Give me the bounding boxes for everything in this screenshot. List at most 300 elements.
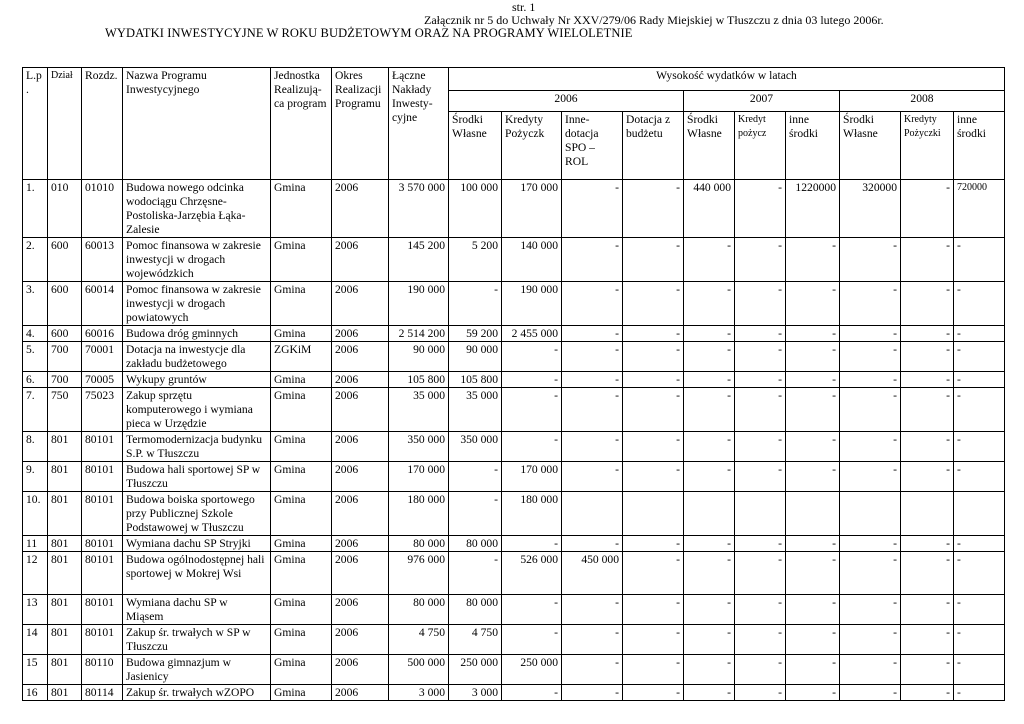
cell-dzial: 600 (48, 326, 82, 342)
cell-lp: 8. (23, 432, 48, 462)
cell-srodki-wlasne-2007: - (684, 372, 735, 388)
cell-kredyt-2007: - (735, 372, 786, 388)
cell-jednostka: Gmina (271, 238, 332, 282)
cell-inne-2008: - (954, 342, 1005, 372)
cell-srodki-wlasne-2007: - (684, 595, 735, 625)
cell-inne-2007: 1220000 (786, 180, 840, 238)
cell-lp: 1. (23, 180, 48, 238)
cell-dzial: 600 (48, 238, 82, 282)
cell-laczne: 105 800 (389, 372, 449, 388)
cell-jednostka: ZGKiM (271, 342, 332, 372)
cell-dzial: 801 (48, 595, 82, 625)
cell-kredyty-2008: - (901, 462, 954, 492)
cell-kredyty-2006: - (502, 625, 562, 655)
cell-okres: 2006 (332, 655, 389, 685)
cell-srodki-wlasne-2006: 250 000 (449, 655, 502, 685)
cell-kredyty-2008: - (901, 326, 954, 342)
cell-srodki-wlasne-2007: - (684, 342, 735, 372)
cell-srodki-wlasne-2008 (840, 492, 901, 536)
cell-inne-2008: - (954, 432, 1005, 462)
cell-srodki-wlasne-2007: - (684, 282, 735, 326)
cell-kredyty-2008: - (901, 180, 954, 238)
cell-srodki-wlasne-2008: - (840, 685, 901, 701)
cell-kredyty-2006: 180 000 (502, 492, 562, 536)
cell-laczne: 3 000 (389, 685, 449, 701)
cell-rozdz: 80101 (82, 625, 123, 655)
table-row (23, 388, 1005, 432)
cell-nazwa: Budowa boiska sportowego przy Publicznej Szkole Podstawowej w Tłuszczu (123, 492, 271, 536)
cell-rozdz: 80101 (82, 552, 123, 595)
cell-inne-dotacja-2006: - (562, 432, 623, 462)
header-inne-dotacja-2006: Inne-dotacja SPO – ROL (562, 112, 623, 180)
cell-dzial: 801 (48, 685, 82, 701)
cell-inne-dotacja-2006: - (562, 685, 623, 701)
cell-inne-2008 (954, 492, 1005, 536)
cell-srodki-wlasne-2007: - (684, 432, 735, 462)
cell-dotacja-budzetu-2006: - (623, 282, 684, 326)
cell-kredyt-2007: - (735, 552, 786, 595)
cell-srodki-wlasne-2008: - (840, 342, 901, 372)
cell-inne-2007: - (786, 685, 840, 701)
cell-okres: 2006 (332, 625, 389, 655)
cell-laczne: 190 000 (389, 282, 449, 326)
table-row (23, 492, 1005, 536)
cell-kredyt-2007: - (735, 462, 786, 492)
cell-okres: 2006 (332, 342, 389, 372)
cell-rozdz: 80101 (82, 462, 123, 492)
cell-rozdz: 01010 (82, 180, 123, 238)
header-srodki-wlasne-2007: Środki Własne (684, 112, 735, 180)
cell-dzial: 700 (48, 342, 82, 372)
cell-srodki-wlasne-2008: - (840, 625, 901, 655)
cell-inne-2007: - (786, 238, 840, 282)
cell-kredyty-2008: - (901, 685, 954, 701)
cell-kredyty-2008: - (901, 432, 954, 462)
cell-dotacja-budzetu-2006: - (623, 180, 684, 238)
cell-jednostka: Gmina (271, 685, 332, 701)
cell-srodki-wlasne-2008: - (840, 536, 901, 552)
table-row (23, 595, 1005, 625)
cell-lp: 9. (23, 462, 48, 492)
cell-laczne: 80 000 (389, 595, 449, 625)
cell-srodki-wlasne-2006: 80 000 (449, 595, 502, 625)
cell-nazwa: Wykupy gruntów (123, 372, 271, 388)
cell-inne-2008: - (954, 625, 1005, 655)
cell-jednostka: Gmina (271, 552, 332, 595)
header-rozdz: Rozdz. (82, 68, 123, 180)
cell-rozdz: 60014 (82, 282, 123, 326)
cell-kredyt-2007: - (735, 180, 786, 238)
cell-kredyt-2007: - (735, 432, 786, 462)
cell-kredyt-2007: - (735, 326, 786, 342)
header-okres: Okres Realizacji Programu (332, 68, 389, 180)
cell-inne-2007: - (786, 432, 840, 462)
table-row (23, 432, 1005, 462)
cell-inne-dotacja-2006: - (562, 388, 623, 432)
cell-dzial: 700 (48, 372, 82, 388)
cell-kredyty-2006: - (502, 595, 562, 625)
cell-dotacja-budzetu-2006: - (623, 372, 684, 388)
cell-rozdz: 80101 (82, 492, 123, 536)
cell-laczne: 350 000 (389, 432, 449, 462)
attachment-note: Załącznik nr 5 do Uchwały Nr XXV/279/06 Rady Miejskiej w Tłuszczu z dnia 03 lutego 2006r. (424, 13, 884, 27)
cell-kredyty-2008: - (901, 238, 954, 282)
cell-dotacja-budzetu-2006: - (623, 238, 684, 282)
cell-inne-2008: - (954, 595, 1005, 625)
cell-inne-dotacja-2006: 450 000 (562, 552, 623, 595)
cell-inne-2008: - (954, 282, 1005, 326)
cell-nazwa: Zakup śr. trwałych w SP w Tłuszczu (123, 625, 271, 655)
cell-dotacja-budzetu-2006: - (623, 388, 684, 432)
cell-kredyty-2006: - (502, 372, 562, 388)
cell-inne-2007: - (786, 595, 840, 625)
cell-dotacja-budzetu-2006: - (623, 595, 684, 625)
cell-dzial: 801 (48, 462, 82, 492)
cell-nazwa: Wymiana dachu SP w Miąsem (123, 595, 271, 625)
cell-kredyt-2007 (735, 492, 786, 536)
cell-srodki-wlasne-2007: - (684, 326, 735, 342)
table-row (23, 342, 1005, 372)
cell-nazwa: Zakup sprzętu komputerowego i wymiana pieca w Urzędzie (123, 388, 271, 432)
cell-kredyty-2008: - (901, 655, 954, 685)
cell-inne-dotacja-2006: - (562, 625, 623, 655)
cell-lp: 10. (23, 492, 48, 536)
cell-nazwa: Budowa ogólnodostępnej hali sportowej w Mokrej Wsi (123, 552, 271, 595)
cell-srodki-wlasne-2008: - (840, 432, 901, 462)
cell-lp: 16 (23, 685, 48, 701)
cell-kredyt-2007: - (735, 536, 786, 552)
cell-srodki-wlasne-2007: - (684, 462, 735, 492)
table-row (23, 685, 1005, 701)
cell-kredyty-2006: - (502, 432, 562, 462)
cell-kredyty-2008: - (901, 595, 954, 625)
cell-nazwa: Pomoc finansowa w zakresie inwestycji w drogach wojewódzkich (123, 238, 271, 282)
cell-inne-2008: - (954, 685, 1005, 701)
cell-dzial: 801 (48, 492, 82, 536)
cell-srodki-wlasne-2008: - (840, 282, 901, 326)
table-row (23, 462, 1005, 492)
cell-jednostka: Gmina (271, 595, 332, 625)
cell-okres: 2006 (332, 372, 389, 388)
cell-dotacja-budzetu-2006: - (623, 655, 684, 685)
cell-nazwa: Zakup śr. trwałych wZOPO (123, 685, 271, 701)
header-srodki-wlasne-2008: Środki Własne (840, 112, 901, 180)
header-kredyty-2008: Kredyty Pożyczki (901, 112, 954, 180)
cell-kredyty-2008: - (901, 536, 954, 552)
cell-inne-2008: - (954, 388, 1005, 432)
table-row (23, 372, 1005, 388)
cell-lp: 7. (23, 388, 48, 432)
cell-srodki-wlasne-2006: 4 750 (449, 625, 502, 655)
header-inne-2008: inne środki (954, 112, 1005, 180)
cell-inne-2008: - (954, 372, 1005, 388)
cell-inne-2007: - (786, 462, 840, 492)
cell-rozdz: 80101 (82, 432, 123, 462)
cell-jednostka: Gmina (271, 625, 332, 655)
cell-laczne: 90 000 (389, 342, 449, 372)
cell-dotacja-budzetu-2006 (623, 492, 684, 536)
cell-dzial: 010 (48, 180, 82, 238)
cell-kredyt-2007: - (735, 685, 786, 701)
cell-kredyty-2006: 526 000 (502, 552, 562, 595)
cell-laczne: 976 000 (389, 552, 449, 595)
cell-inne-2007: - (786, 372, 840, 388)
cell-srodki-wlasne-2006: 90 000 (449, 342, 502, 372)
cell-kredyty-2008: - (901, 372, 954, 388)
cell-inne-dotacja-2006: - (562, 595, 623, 625)
cell-inne-2007: - (786, 326, 840, 342)
header-dzial: Dział (48, 68, 82, 180)
cell-inne-2008: - (954, 326, 1005, 342)
cell-okres: 2006 (332, 462, 389, 492)
cell-rozdz: 80101 (82, 536, 123, 552)
header-jednostka: Jednostka Realizują-ca program (271, 68, 332, 180)
cell-nazwa: Budowa nowego odcinka wodociągu Chrzęsne-Postoliska-Jarzębia Łąka-Zalesie (123, 180, 271, 238)
cell-srodki-wlasne-2008: 320000 (840, 180, 901, 238)
cell-kredyty-2006: - (502, 342, 562, 372)
cell-jednostka: Gmina (271, 388, 332, 432)
cell-okres: 2006 (332, 536, 389, 552)
cell-rozdz: 60013 (82, 238, 123, 282)
cell-dotacja-budzetu-2006: - (623, 432, 684, 462)
cell-lp: 3. (23, 282, 48, 326)
cell-nazwa: Termomodernizacja budynku S.P. w Tłuszczu (123, 432, 271, 462)
cell-kredyty-2008: - (901, 625, 954, 655)
cell-inne-2008: - (954, 238, 1005, 282)
header-year-2007: 2007 (684, 91, 840, 112)
cell-inne-dotacja-2006: - (562, 282, 623, 326)
cell-inne-2008: - (954, 655, 1005, 685)
cell-inne-dotacja-2006: - (562, 462, 623, 492)
cell-dzial: 801 (48, 655, 82, 685)
cell-okres: 2006 (332, 180, 389, 238)
cell-inne-2007: - (786, 625, 840, 655)
document-title: WYDATKI INWESTYCYJNE W ROKU BUDŻETOWYM ORAZ NA PROGRAMY WIELOLETNIE (105, 26, 633, 40)
cell-kredyty-2006: 2 455 000 (502, 326, 562, 342)
cell-lp: 13 (23, 595, 48, 625)
cell-srodki-wlasne-2006: - (449, 552, 502, 595)
cell-inne-2007: - (786, 342, 840, 372)
cell-nazwa: Budowa dróg gminnych (123, 326, 271, 342)
cell-rozdz: 75023 (82, 388, 123, 432)
cell-nazwa: Budowa gimnazjum w Jasienicy (123, 655, 271, 685)
cell-srodki-wlasne-2007: - (684, 388, 735, 432)
cell-kredyty-2006: 250 000 (502, 655, 562, 685)
cell-srodki-wlasne-2006: - (449, 282, 502, 326)
cell-laczne: 145 200 (389, 238, 449, 282)
header-nazwa: Nazwa Programu Inwestycyjnego (123, 68, 271, 180)
cell-inne-dotacja-2006: - (562, 536, 623, 552)
header-inne-2007: inne środki (786, 112, 840, 180)
cell-inne-dotacja-2006: - (562, 655, 623, 685)
cell-dzial: 600 (48, 282, 82, 326)
cell-kredyt-2007: - (735, 342, 786, 372)
cell-srodki-wlasne-2006: 5 200 (449, 238, 502, 282)
header-kredyt-2007: Kredyt pożycz (735, 112, 786, 180)
cell-srodki-wlasne-2006: 80 000 (449, 536, 502, 552)
cell-dzial: 801 (48, 552, 82, 595)
cell-srodki-wlasne-2006: 3 000 (449, 685, 502, 701)
cell-srodki-wlasne-2008: - (840, 552, 901, 595)
page-number: str. 1 (512, 0, 536, 14)
cell-inne-2007: - (786, 536, 840, 552)
cell-lp: 15 (23, 655, 48, 685)
cell-srodki-wlasne-2007: 440 000 (684, 180, 735, 238)
cell-srodki-wlasne-2007: - (684, 536, 735, 552)
cell-laczne: 80 000 (389, 536, 449, 552)
cell-lp: 5. (23, 342, 48, 372)
cell-srodki-wlasne-2008: - (840, 326, 901, 342)
cell-dotacja-budzetu-2006: - (623, 552, 684, 595)
cell-srodki-wlasne-2007: - (684, 552, 735, 595)
cell-kredyty-2008 (901, 492, 954, 536)
cell-laczne: 170 000 (389, 462, 449, 492)
cell-okres: 2006 (332, 595, 389, 625)
cell-jednostka: Gmina (271, 180, 332, 238)
cell-inne-2008: 720000 (954, 180, 1005, 238)
cell-laczne: 4 750 (389, 625, 449, 655)
cell-inne-2007: - (786, 552, 840, 595)
cell-srodki-wlasne-2008: - (840, 655, 901, 685)
cell-laczne: 500 000 (389, 655, 449, 685)
header-wysokosc: Wysokość wydatków w latach (449, 68, 1005, 91)
cell-srodki-wlasne-2006: - (449, 462, 502, 492)
cell-kredyty-2006: 190 000 (502, 282, 562, 326)
cell-srodki-wlasne-2007: - (684, 685, 735, 701)
cell-dotacja-budzetu-2006: - (623, 625, 684, 655)
cell-inne-dotacja-2006: - (562, 180, 623, 238)
cell-inne-dotacja-2006: - (562, 342, 623, 372)
cell-inne-2008: - (954, 462, 1005, 492)
cell-kredyt-2007: - (735, 388, 786, 432)
table-row (23, 655, 1005, 685)
cell-jednostka: Gmina (271, 462, 332, 492)
cell-lp: 4. (23, 326, 48, 342)
cell-rozdz: 70001 (82, 342, 123, 372)
cell-okres: 2006 (332, 388, 389, 432)
cell-okres: 2006 (332, 238, 389, 282)
cell-dzial: 801 (48, 625, 82, 655)
cell-kredyty-2006: 170 000 (502, 180, 562, 238)
header-dotacja-budzetu-2006: Dotacja z budżetu (623, 112, 684, 180)
cell-jednostka: Gmina (271, 536, 332, 552)
header-laczne: Łączne Nakłady Inwesty-cyjne (389, 68, 449, 180)
table-row (23, 326, 1005, 342)
cell-dotacja-budzetu-2006: - (623, 536, 684, 552)
cell-srodki-wlasne-2007: - (684, 238, 735, 282)
table-row (23, 238, 1005, 282)
cell-jednostka: Gmina (271, 492, 332, 536)
cell-inne-2007: - (786, 282, 840, 326)
cell-kredyty-2008: - (901, 388, 954, 432)
cell-inne-2008: - (954, 552, 1005, 595)
cell-rozdz: 80101 (82, 595, 123, 625)
cell-srodki-wlasne-2006: 350 000 (449, 432, 502, 462)
cell-laczne: 2 514 200 (389, 326, 449, 342)
header-lp: L.p . (23, 68, 48, 180)
table-row (23, 552, 1005, 595)
cell-dzial: 750 (48, 388, 82, 432)
cell-inne-dotacja-2006: - (562, 326, 623, 342)
table-row (23, 536, 1005, 552)
cell-nazwa: Wymiana dachu SP Stryjki (123, 536, 271, 552)
cell-kredyty-2008: - (901, 342, 954, 372)
cell-kredyty-2006: - (502, 536, 562, 552)
cell-okres: 2006 (332, 282, 389, 326)
cell-rozdz: 70005 (82, 372, 123, 388)
cell-inne-2007: - (786, 655, 840, 685)
cell-srodki-wlasne-2007 (684, 492, 735, 536)
cell-nazwa: Pomoc finansowa w zakresie inwestycji w drogach powiatowych (123, 282, 271, 326)
cell-rozdz: 80114 (82, 685, 123, 701)
cell-jednostka: Gmina (271, 282, 332, 326)
cell-srodki-wlasne-2006: 35 000 (449, 388, 502, 432)
cell-nazwa: Budowa hali sportowej SP w Tłuszczu (123, 462, 271, 492)
cell-kredyt-2007: - (735, 625, 786, 655)
cell-srodki-wlasne-2006: 59 200 (449, 326, 502, 342)
cell-kredyty-2006: 140 000 (502, 238, 562, 282)
cell-okres: 2006 (332, 685, 389, 701)
cell-dotacja-budzetu-2006: - (623, 342, 684, 372)
cell-srodki-wlasne-2007: - (684, 625, 735, 655)
cell-okres: 2006 (332, 492, 389, 536)
cell-dotacja-budzetu-2006: - (623, 685, 684, 701)
cell-kredyty-2006: - (502, 685, 562, 701)
cell-okres: 2006 (332, 552, 389, 595)
cell-kredyt-2007: - (735, 595, 786, 625)
cell-dzial: 801 (48, 432, 82, 462)
cell-lp: 2. (23, 238, 48, 282)
cell-lp: 11 (23, 536, 48, 552)
cell-rozdz: 60016 (82, 326, 123, 342)
table-row (23, 625, 1005, 655)
cell-okres: 2006 (332, 326, 389, 342)
cell-lp: 6. (23, 372, 48, 388)
cell-srodki-wlasne-2007: - (684, 655, 735, 685)
cell-jednostka: Gmina (271, 372, 332, 388)
cell-kredyt-2007: - (735, 238, 786, 282)
header-year-2008: 2008 (840, 91, 1005, 112)
cell-kredyt-2007: - (735, 655, 786, 685)
cell-srodki-wlasne-2008: - (840, 595, 901, 625)
cell-kredyty-2006: 170 000 (502, 462, 562, 492)
cell-srodki-wlasne-2008: - (840, 372, 901, 388)
cell-dotacja-budzetu-2006: - (623, 462, 684, 492)
header-year-2006: 2006 (449, 91, 684, 112)
cell-inne-dotacja-2006: - (562, 238, 623, 282)
cell-kredyty-2008: - (901, 552, 954, 595)
cell-jednostka: Gmina (271, 326, 332, 342)
cell-srodki-wlasne-2006: - (449, 492, 502, 536)
cell-rozdz: 80110 (82, 655, 123, 685)
cell-dotacja-budzetu-2006: - (623, 326, 684, 342)
cell-srodki-wlasne-2008: - (840, 462, 901, 492)
cell-kredyty-2006: - (502, 388, 562, 432)
table-row (23, 180, 1005, 238)
cell-nazwa: Dotacja na inwestycje dla zakładu budżetowego (123, 342, 271, 372)
cell-laczne: 3 570 000 (389, 180, 449, 238)
header-kredyty-2006: Kredyty Pożyczk (502, 112, 562, 180)
cell-okres: 2006 (332, 432, 389, 462)
cell-kredyt-2007: - (735, 282, 786, 326)
cell-srodki-wlasne-2006: 100 000 (449, 180, 502, 238)
cell-inne-2008: - (954, 536, 1005, 552)
cell-inne-dotacja-2006 (562, 492, 623, 536)
cell-laczne: 35 000 (389, 388, 449, 432)
cell-kredyty-2008: - (901, 282, 954, 326)
header-srodki-wlasne-2006: Środki Własne (449, 112, 502, 180)
cell-srodki-wlasne-2008: - (840, 238, 901, 282)
